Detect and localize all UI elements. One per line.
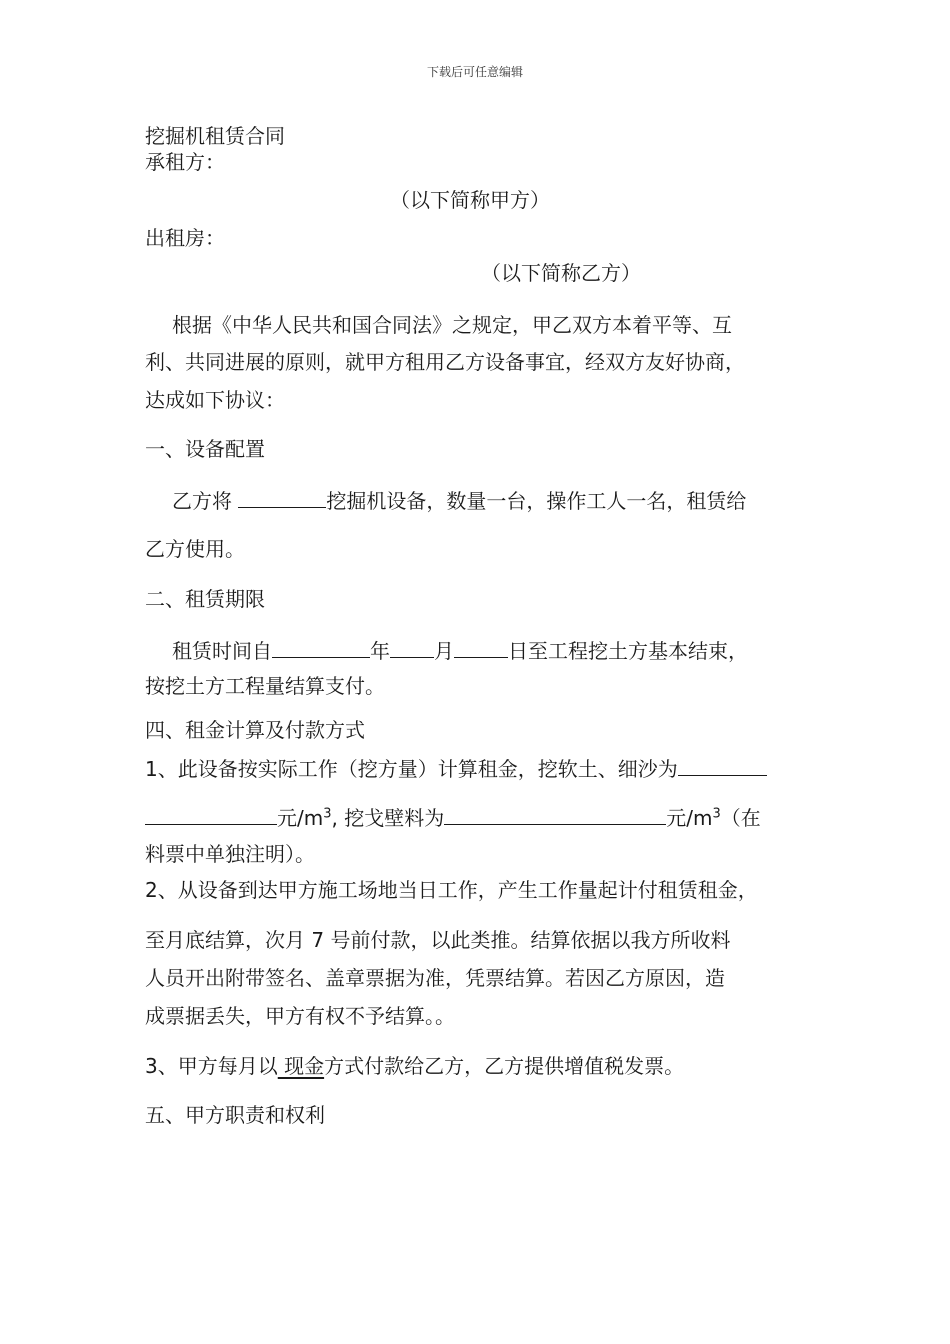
intro-line-3: 达成如下协议：	[145, 388, 285, 412]
paren-open: （在	[720, 806, 761, 830]
item-1-line-1	[145, 753, 767, 783]
intro-line-2: 利、共同进展的原则，就甲方租用乙方设备事宜，经双方友好协商，	[145, 350, 745, 374]
unit-a-sup: 3	[323, 806, 332, 822]
unit-c-sup: 3	[712, 806, 721, 822]
lessee-alias: （以下简称甲方）	[390, 188, 550, 212]
model-blank[interactable]	[238, 485, 326, 508]
month-blank[interactable]	[390, 635, 434, 658]
section-1-heading: 一、设备配置	[145, 437, 265, 461]
item-2-line-4: 成票据丢失，甲方有权不予结算。。	[145, 1004, 455, 1028]
page-header-note: 下载后可任意编辑	[426, 65, 523, 79]
payment-method: 现金	[277, 1054, 325, 1078]
item-3-text-post: 方式付款给乙方，乙方提供增值税发票。	[324, 1054, 685, 1078]
section-1-paragraph	[172, 485, 746, 515]
lessor-label: 出租房：	[145, 226, 225, 250]
section-2-line-2: 按挖土方工程量结算支付。	[145, 674, 385, 698]
item-2-line-1: 2、从设备到达甲方施工场地当日工作，产生工作量起计付租赁租金，	[145, 878, 758, 902]
section-2-heading: 二、租赁期限	[145, 587, 265, 611]
item-3-text-pre: 3、甲方每月以	[145, 1054, 278, 1078]
soft-soil-price-blank-cont[interactable]	[145, 802, 277, 825]
item-1-text: 1、此设备按实际工作（挖方量）计算租金，挖软土、细沙为	[145, 757, 678, 781]
day-blank[interactable]	[454, 635, 508, 658]
month-label: 月	[434, 639, 454, 663]
year-blank[interactable]	[272, 635, 370, 658]
gobi-price-blank[interactable]	[444, 802, 666, 825]
section-5-heading: 五、甲方职责和权利	[145, 1103, 325, 1127]
section-2-text-pre: 租赁时间自	[172, 639, 272, 663]
unit-c: 元/m	[666, 806, 713, 830]
section-2-paragraph	[172, 635, 748, 665]
soft-soil-price-blank[interactable]	[678, 753, 767, 776]
section-1-line-2: 乙方使用。	[145, 537, 245, 561]
document-title: 挖掘机租赁合同	[145, 124, 285, 148]
item-1-line-3: 料票中单独注明）。	[145, 842, 315, 866]
lessor-alias: （以下简称乙方）	[481, 261, 641, 285]
unit-a: 元/m	[277, 806, 324, 830]
item-3-line	[145, 1052, 684, 1080]
gobi-label: , 挖戈壁料为	[331, 806, 445, 830]
item-2-line-2: 至月底结算，次月 7 号前付款，以此类推。结算依据以我方所收料	[145, 928, 731, 952]
item-2-line-3: 人员开出附带签名、盖章票据为准，凭票结算。若因乙方原因，造	[145, 966, 725, 990]
section-2-text-post: 日至工程挖土方基本结束，	[508, 639, 748, 663]
item-1-line-2	[145, 802, 761, 832]
section-4-heading: 四、租金计算及付款方式	[145, 718, 365, 742]
section-1-text-pre: 乙方将	[172, 489, 232, 513]
intro-line-1: 根据《中华人民共和国合同法》之规定，甲乙双方本着平等、互	[172, 313, 732, 337]
section-1-text-post: 挖掘机设备，数量一台，操作工人一名，租赁给	[326, 489, 747, 513]
year-label: 年	[370, 639, 390, 663]
lessee-label: 承租方：	[145, 150, 225, 174]
